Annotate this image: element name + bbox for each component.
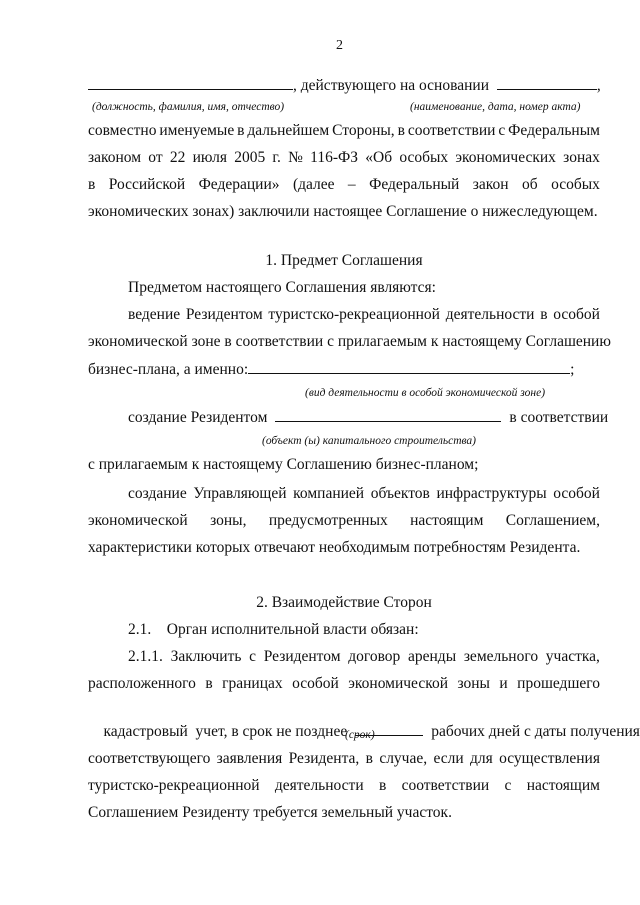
blank-activity-type[interactable] xyxy=(248,359,570,374)
intro-line-3: в Российской Федерации» (далее – Федеральный закон об особых xyxy=(88,176,600,193)
intro-first-line xyxy=(88,75,601,96)
section-1-p2-line-1: ведение Резидентом туристско-рекреационной деятельности в особой xyxy=(128,306,600,323)
blank-capital-object[interactable] xyxy=(275,407,501,422)
item-2-1-1-line-6: Соглашением Резиденту требуется земельный участок. xyxy=(88,804,452,821)
item-2-1-1-line-2: расположенного в границах особой экономической зоны и прошедшего xyxy=(88,675,600,692)
page-number: 2 xyxy=(336,38,343,53)
hint-term: (срок) xyxy=(345,729,375,741)
item-2-1-1-line-5: туристско-рекреационной деятельности в соответствии с настоящим xyxy=(88,777,600,794)
item-2-1-1-line-3: кадастровый учет, в срок не позднее рабочих дней с даты получения xyxy=(103,723,640,740)
blank-position-name[interactable] xyxy=(88,75,293,90)
intro-line-4: экономических зонах) заключили настоящее Соглашение о нижеследующем. xyxy=(88,203,598,220)
section-1-p2-line-3: бизнес-плана, а именно: ; xyxy=(88,361,575,378)
item-2-1-1-line-4: соответствующего заявления Резидента, в случае, если для осуществления xyxy=(88,750,600,767)
section-2-heading: 2. Взаимодействие Сторон xyxy=(256,594,432,611)
blank-act-name[interactable] xyxy=(497,75,597,90)
hint-capital-object: (объект (ы) капитального строительства) xyxy=(262,435,477,447)
section-1-heading: 1. Предмет Соглашения xyxy=(265,252,423,269)
hint-act-name: (наименование, дата, номер акта) xyxy=(410,101,581,113)
section-1-p4-line-1: создание Управляющей компанией объектов инфраструктуры особой xyxy=(128,485,600,502)
intro-line-1: совместно именуемые в дальнейшем Стороны, в соответствии с Федеральным xyxy=(88,122,600,139)
item-2-1: 2.1. Орган исполнительной власти обязан: xyxy=(128,621,419,638)
hint-activity-type: (вид деятельности в особой экономической зоне) xyxy=(305,387,546,399)
intro-line-2: законом от 22 июля 2005 г. № 116-ФЗ «Об особых экономических зонах xyxy=(88,149,600,166)
section-1-p3-line-2: с прилагаемым к настоящему Соглашению бизнес-планом; xyxy=(88,456,479,473)
section-1-p2-line-2: экономической зоне в соответствии с прилагаемым к настоящему Соглашению xyxy=(88,333,611,350)
section-1-p4-line-2: экономической зоны, предусмотренных настоящим Соглашением, xyxy=(88,512,600,529)
intro-comma: , xyxy=(596,77,601,94)
section-1-p4-line-3: характеристики которых отвечают необходимым потребностям Резидента. xyxy=(88,539,581,556)
item-2-1-1-line-1: 2.1.1. Заключить с Резидентом договор аренды земельного участка, xyxy=(128,648,600,665)
section-1-p3-line-1: создание Резидентом в соответствии xyxy=(128,409,609,426)
section-1-p1: Предметом настоящего Соглашения являются: xyxy=(128,279,436,296)
intro-basis-text: , действующего на основании xyxy=(293,77,489,94)
hint-position-name: (должность, фамилия, имя, отчество) xyxy=(92,101,285,113)
